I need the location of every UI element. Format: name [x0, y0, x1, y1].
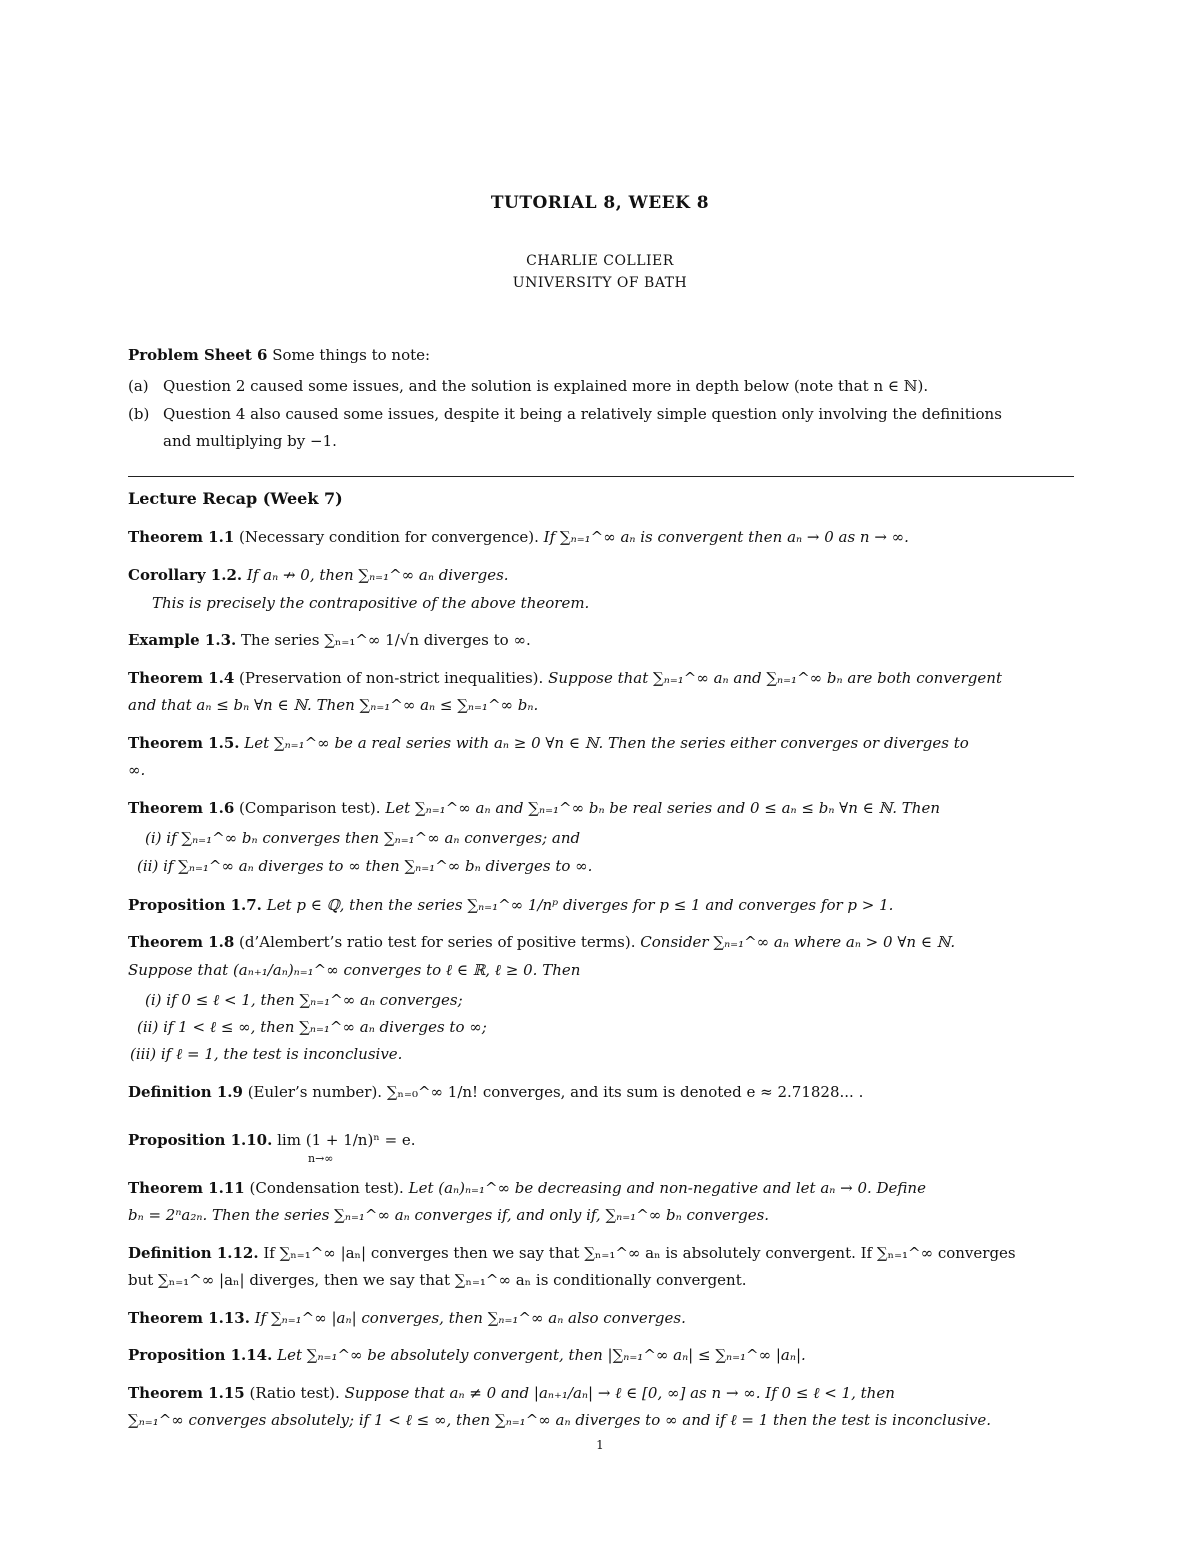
theorem-label: Theorem 1.15 [128, 1384, 245, 1402]
proposition-body: Let p ∈ ℚ, then the series ∑ₙ₌₁^∞ 1/nᵖ diverges for p ≤ 1 and converges for p > 1. [266, 896, 894, 914]
list-item-text: Question 4 also caused some issues, despite it being a relatively simple question only involving the definitions [163, 405, 1002, 423]
theorem-body: If ∑ₙ₌₁^∞ aₙ is convergent then aₙ → 0 as n → ∞. [543, 528, 909, 546]
theorem-label: Theorem 1.6 [128, 799, 235, 817]
theorem-note: (Condensation test). [249, 1179, 404, 1197]
definition-label: Definition 1.9 [128, 1083, 243, 1101]
definition-1-12 [128, 1242, 1074, 1264]
theorem-body-continuation: ∑ₙ₌₁^∞ converges absolutely; if 1 < ℓ ≤ ∞, then ∑ₙ₌₁^∞ aₙ diverges to ∞ and if ℓ = 1 then the test is inconclusive. [128, 1411, 992, 1429]
theorem-1-1 [128, 526, 1074, 548]
theorem-body-continuation: and that aₙ ≤ bₙ ∀n ∈ ℕ. Then ∑ₙ₌₁^∞ aₙ ≤ ∑ₙ₌₁^∞ bₙ. [128, 696, 539, 714]
theorem-case: (iii) if ℓ = 1, the test is inconclusive. [130, 1045, 403, 1063]
section-divider [128, 476, 1074, 477]
example-1-3 [128, 629, 1074, 651]
theorem-case: (i) if ∑ₙ₌₁^∞ bₙ converges then ∑ₙ₌₁^∞ aₙ converges; and [145, 829, 581, 847]
corollary-body: If aₙ ↛ 0, then ∑ₙ₌₁^∞ aₙ diverges. [246, 566, 509, 584]
theorem-1-4 [128, 667, 1074, 689]
author-name: CHARLIE COLLIER [526, 253, 674, 269]
theorem-label: Theorem 1.8 [128, 933, 235, 951]
list-item-continuation: and multiplying by −1. [163, 432, 337, 450]
definition-1-9 [128, 1081, 1074, 1103]
proposition-label: Proposition 1.14. [128, 1346, 273, 1364]
definition-body: If ∑ₙ₌₁^∞ |aₙ| converges then we say that ∑ₙ₌₁^∞ aₙ is absolutely convergent. If ∑ₙ₌₁^∞ converges [263, 1244, 1016, 1262]
example-body: The series ∑ₙ₌₁^∞ 1/√n diverges to ∞. [241, 631, 531, 649]
proposition-body: Let ∑ₙ₌₁^∞ be absolutely convergent, then |∑ₙ₌₁^∞ aₙ| ≤ ∑ₙ₌₁^∞ |aₙ|. [277, 1346, 806, 1364]
theorem-1-8 [128, 931, 1074, 953]
proposition-1-7 [128, 894, 1074, 916]
definition-body-continuation: but ∑ₙ₌₁^∞ |aₙ| diverges, then we say that ∑ₙ₌₁^∞ aₙ is conditionally convergent. [128, 1271, 747, 1289]
theorem-body-continuation: Suppose that (aₙ₊₁/aₙ)ₙ₌₁^∞ converges to ℓ ∈ ℝ, ℓ ≥ 0. Then [128, 961, 581, 979]
theorem-1-6 [128, 797, 1074, 819]
author-affiliation: UNIVERSITY OF BATH [512, 275, 688, 291]
recap-heading: Lecture Recap (Week 7) [128, 489, 343, 508]
theorem-label: Theorem 1.1 [128, 528, 235, 546]
list-item-label: (b) [128, 405, 150, 423]
theorem-1-5 [128, 732, 1074, 754]
proposition-1-14 [128, 1344, 1074, 1366]
page-number: 1 [596, 1438, 604, 1452]
theorem-case: (ii) if ∑ₙ₌₁^∞ aₙ diverges to ∞ then ∑ₙ₌₁^∞ bₙ diverges to ∞. [137, 857, 593, 875]
theorem-body-continuation: bₙ = 2ⁿa₂ₙ. Then the series ∑ₙ₌₁^∞ aₙ converges if, and only if, ∑ₙ₌₁^∞ bₙ converges. [128, 1206, 770, 1224]
problem-sheet-intro [128, 344, 1074, 366]
theorem-body: Let ∑ₙ₌₁^∞ be a real series with aₙ ≥ 0 ∀n ∈ ℕ. Then the series either converges or diverges to [244, 734, 969, 752]
problem-sheet-heading: Problem Sheet 6 [128, 346, 268, 364]
proposition-1-10 [128, 1129, 1074, 1151]
definition-body: ∑ₙ₌₀^∞ 1/n! converges, and its sum is denoted e ≈ 2.71828... . [386, 1083, 864, 1101]
document-title: TUTORIAL 8, WEEK 8 [490, 193, 710, 213]
theorem-case: (i) if 0 ≤ ℓ < 1, then ∑ₙ₌₁^∞ aₙ converges; [145, 991, 463, 1009]
theorem-label: Theorem 1.11 [128, 1179, 245, 1197]
definition-label: Definition 1.12. [128, 1244, 259, 1262]
theorem-label: Theorem 1.4 [128, 669, 235, 687]
theorem-label: Theorem 1.13. [128, 1309, 250, 1327]
theorem-body: Suppose that ∑ₙ₌₁^∞ aₙ and ∑ₙ₌₁^∞ bₙ are both convergent [548, 669, 1002, 687]
proposition-label: Proposition 1.7. [128, 896, 262, 914]
theorem-body-continuation: ∞. [128, 761, 146, 779]
problem-sheet-intro-text: Some things to note: [272, 346, 431, 364]
proposition-body: lim (1 + 1/n)ⁿ = e. [277, 1131, 416, 1149]
theorem-case: (ii) if 1 < ℓ ≤ ∞, then ∑ₙ₌₁^∞ aₙ diverges to ∞; [137, 1018, 487, 1036]
corollary-1-2 [128, 564, 1074, 586]
definition-note: (Euler’s number). [247, 1083, 383, 1101]
proposition-label: Proposition 1.10. [128, 1131, 273, 1149]
list-item-text: Question 2 caused some issues, and the solution is explained more in depth below (note that n ∈ ℕ). [163, 377, 929, 395]
theorem-1-11 [128, 1177, 1074, 1199]
corollary-label: Corollary 1.2. [128, 566, 243, 584]
theorem-note: (Ratio test). [249, 1384, 340, 1402]
corollary-remark: This is precisely the contrapositive of the above theorem. [152, 594, 590, 612]
theorem-body: Suppose that aₙ ≠ 0 and |aₙ₊₁/aₙ| → ℓ ∈ [0, ∞] as n → ∞. If 0 ≤ ℓ < 1, then [344, 1384, 895, 1402]
example-label: Example 1.3. [128, 631, 237, 649]
theorem-note: (Comparison test). [239, 799, 381, 817]
theorem-label: Theorem 1.5. [128, 734, 240, 752]
theorem-1-15 [128, 1382, 1074, 1404]
theorem-body: Consider ∑ₙ₌₁^∞ aₙ where aₙ > 0 ∀n ∈ ℕ. [640, 933, 956, 951]
theorem-body: Let ∑ₙ₌₁^∞ aₙ and ∑ₙ₌₁^∞ bₙ be real series and 0 ≤ aₙ ≤ bₙ ∀n ∈ ℕ. Then [385, 799, 940, 817]
theorem-body: If ∑ₙ₌₁^∞ |aₙ| converges, then ∑ₙ₌₁^∞ aₙ also converges. [254, 1309, 686, 1327]
theorem-note: (Preservation of non-strict inequalities). [239, 669, 544, 687]
theorem-1-13 [128, 1307, 1074, 1329]
limit-subscript: n→∞ [308, 1152, 334, 1165]
theorem-note: (d’Alembert’s ratio test for series of positive terms). [239, 933, 636, 951]
list-item-label: (a) [128, 377, 149, 395]
theorem-body: Let (aₙ)ₙ₌₁^∞ be decreasing and non-negative and let aₙ → 0. Define [408, 1179, 926, 1197]
theorem-note: (Necessary condition for convergence). [239, 528, 539, 546]
